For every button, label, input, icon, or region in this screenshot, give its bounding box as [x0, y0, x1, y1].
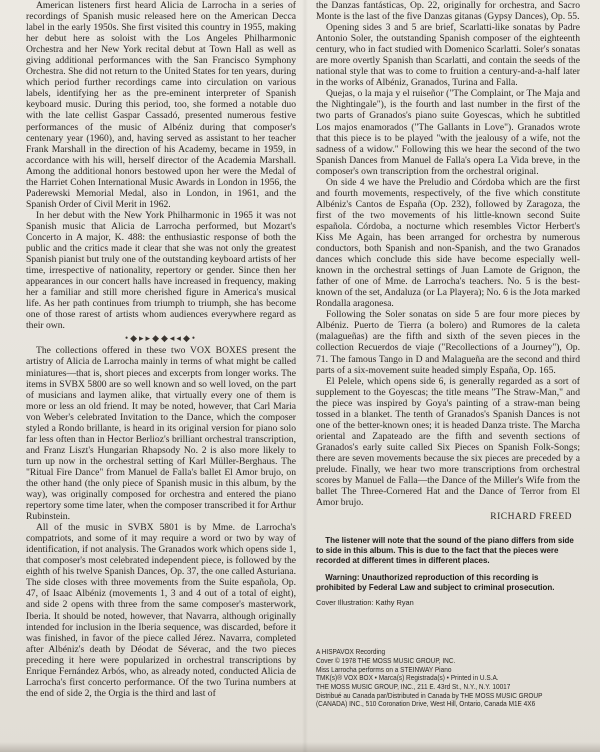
author-signature: RICHARD FREED [490, 512, 572, 523]
copyright-warning: Warning: Unauthorized reproduction of this recording is prohibited by Federal Law and subject to criminal prosecution. [316, 572, 555, 593]
paragraph-vox-boxes: The collections offered in these two VOX BOXES present the artistry of Alicia de Larrocha mainly in terms of what might be called miniatures—that is, short pieces and excerpts from longer works. The items in SVBX 5800 are so well known and so well loved, on the part of musicians and laymen alike, that virtually every one of them is more or less an old friend. It may be noted, however, that Carl Maria von Weber's celebrated Invitation to the Dance, which the composer styled a Rondo brillante, is heard in its original version for piano solo far less often than in Hector Berlioz's brilliant orchestral transcription, and Franz Liszt's Hungarian Rhapsody No. 2 is also more likely to turn up now in the orchestral setting of Karl Müller-Berghaus. The "Ritual Fire Dance" from Manuel de Falla's ballet El Amor brujo, on the other hand (the only piece of Spanish music in this album, by the way), was originally composed for orchestra and entered the piano repertory some time later, when the composer transcribed it for Arthur Rubinstein. [26, 345, 296, 523]
credit-line: Miss Larrocha performs on a STEINWAY Piano [316, 664, 452, 674]
credit-line: TMK(s)® VOX BOX • Marca(s) Registrada(s) • Printed in U.S.A. [316, 673, 499, 683]
credit-line: Cover © 1978 THE MOSS MUSIC GROUP, INC. [316, 655, 456, 665]
credit-line: (CANADA) INC., 510 Coronation Drive, West Hill, Ontario, Canada M1E 4X6 [316, 699, 536, 709]
right-column [316, 0, 580, 709]
paragraph-quejas: Quejas, o la maja y el ruiseñor ("The Complaint, or The Maja and the Nightingale"), is the fourth and last number in the first of the two parts of Granados's piano suite Goyescas, which he subtitled Los majos enamorados ("The Gallants in Love"). Granados wrote that this piece is to be played "with the jealousy of a wife, not the sadness of a widow." Following this we hear the second of the two Spanish Dances from Manuel de Falla's opera La Vida breve, in the composer's own transcription from the orchestral original. [316, 88, 580, 177]
paragraph-soler: Opening sides 3 and 5 are brief, Scarlatti-like sonatas by Padre Antonio Soler, the outstanding Spanish composer of the eighteenth century, who in fact studied with Domenico Scarlatti. Soler's sonatas are more overtly Spanish than Scarlatti, and contain the seeds of the national style that was to come to fruition a century-and-a-half later in the works of Albéniz, Granados, Turina and Falla. [316, 22, 580, 89]
paragraph-larrocha-history: American listeners first heard Alicia de Larrocha in a series of recordings of Spanish music released here on the American Decca label in the early 1950s. She first visited this country in 1955, making her debut here as soloist with the Los Angeles Philharmonic Orchestra and her New York recital debut at Town Hall as well as giving additional performances with the San Francisco Symphony Orchestra. She did not return to the United States for ten years, during which period further recordings came into circulation on various labels, identifying her as the pre-eminent interpreter of Spanish keyboard music. During this period, too, she formed a notable duo with the late cellist Gaspar Cassadó, presented numerous festive performances of the music of Albéniz during that composer's centenary year (1960), and, having served as assistant to her teacher Frank Marshall in the direction of his Academy, became in 1959, in accordance with his will, herself director of the Academia Marshall. Among the additional honors bestowed upon her were the Medal of the Harriet Cohen International Music Awards in London in 1956, the Paderewski Memorial Medal, also in London, in 1961, and the Spanish Order of Civil Merit in 1962. [26, 0, 296, 210]
paragraph-ny-debut: In her debut with the New York Philharmonic in 1965 it was not Spanish music that Alicia de Larrocha performed, but Mozart's Concerto in A major, K. 488: the enthusiastic response of both the public and the critics made it clear that she was not only the greatest Spanish pianist but truly one of the outstanding keyboard artists of her time, irrespective of nationality, repertory or gender. Since then her appearances in our concert halls have increased in frequency, making her a familiar and still more cherished figure in America's musical life. As her path continues from triumph to triumph, she has become one of those rarest of artists whom audiences everywhere regard as their own. [26, 209, 296, 332]
ornamental-divider: •◆▸▸◆◆◂◂◆• [124, 333, 198, 344]
paragraph-side-5: Following the Soler sonatas on side 5 are four more pieces by Albéniz. Puerto de Tierra (a bolero) and Rumores de la caleta (malagueñas) are the fifth and sixth of the seven pieces in the collection Recuerdos de viaje ("Recollections of a Journey"), Op. 71. The famous Tango in D and Malagueña are the second and third parts of a six-movement suite headed simply España, Op. 165. [316, 309, 580, 376]
paragraph-side-4: On side 4 we have the Preludio and Córdoba which are the first and fourth movements, respectively, of the five which constitute Albéniz's Cantos de España (Op. 232), followed by Zaragoza, the first of the two movements of his little-known second Suite española. Córdoba, a nocturne which resembles Victor Herbert's Kiss Me Again, has been arranged for orchestra by numerous conductors, both Spanish and non-Spanish, and the two Granados dances which conclude this side have become especially well-known in the orchestral settings of Juan Lamote de Grignon, the father of one of Mme. de Larrocha's teachers. No. 5 is the best-known of the set, Andaluza (or La Playera); No. 6 is the Jota marked Rondalla aragonesa. [316, 176, 580, 310]
paragraph-side-6: El Pelele, which opens side 6, is generally regarded as a sort of supplement to the Goyescas; the title means "The Straw-Man," and the piece was inspired by Goya's painting of a straw-man being tossed in a blanket. The tenth of Granados's Spanish Dances is not one of the better-known ones; it is headed Danza triste. The Marcha oriental and Zapateado are the fifth and seventh sections of Granados's early suite called Six Pieces on Spanish Folk-Songs; there are seven movements because the six pieces are preceded by a prelude. Finally, we hear two more transcriptions from orchestral scores by Manuel de Falla—the Dance of the Miller's Wife from the ballet The Three-Cornered Hat and the Dance of Terror from El Amor brujo. [316, 375, 580, 509]
page-fold [302, 0, 308, 752]
notice-block [316, 535, 578, 592]
sound-notice: The listener will note that the sound of the piano differs from side to side in this album. This is due to the fact that the pieces were recorded at different times in different places. [316, 535, 574, 566]
paragraph-turina: the Danzas fantásticas, Op. 22, originally for orchestra, and Sacro Monte is the last of the five Danzas gitanas (Gypsy Dances), Op. 55. [316, 0, 580, 23]
left-column [26, 0, 296, 699]
label-credits [316, 648, 582, 709]
credit-line: Distribué au Canada par/Distributed in Canada by THE MOSS MUSIC GROUP [316, 690, 543, 700]
page-bottom-shadow [0, 742, 600, 752]
credit-line: THE MOSS MUSIC GROUP, INC., 211 E. 43rd St., N.Y., N.Y. 10017 [316, 682, 511, 692]
cover-illustration-credit: Cover Illustration: Kathy Ryan [316, 598, 414, 608]
credit-line: A HISPAVOX Recording [316, 647, 386, 657]
paragraph-svbx-5801: All of the music in SVBX 5801 is by Mme. de Larrocha's compatriots, and some of it may require a word or two by way of identification, if not analysis. The Granados work which opens side 1, that composer's most celebrated independent piece, is followed by the eighth of his twelve Spanish Dances, Op. 37, the one called Asturiana. The side closes with three movements from the Suite española, Op. 47, of Isaac Albéniz (movements 1, 3 and 4 out of a total of eight), and side 2 opens with three from the same composer's masterwork, Iberia. It should be noted, however, that Navarra, although originally intended for inclusion in the Iberia sequence, was discarded, before it was finished, in favor of the piece called Jérez. Navarra, completed after Albéniz's death by Déodat de Séverac, and the two pieces preceding it here were popularized in orchestral transcriptions by Enrique Fernández Arbós, who, as already noted, conducted Alicia de Larrocha's first concerto performance. Of the two Turina numbers at the end of side 2, the Orgia is the third and last of [26, 522, 296, 699]
